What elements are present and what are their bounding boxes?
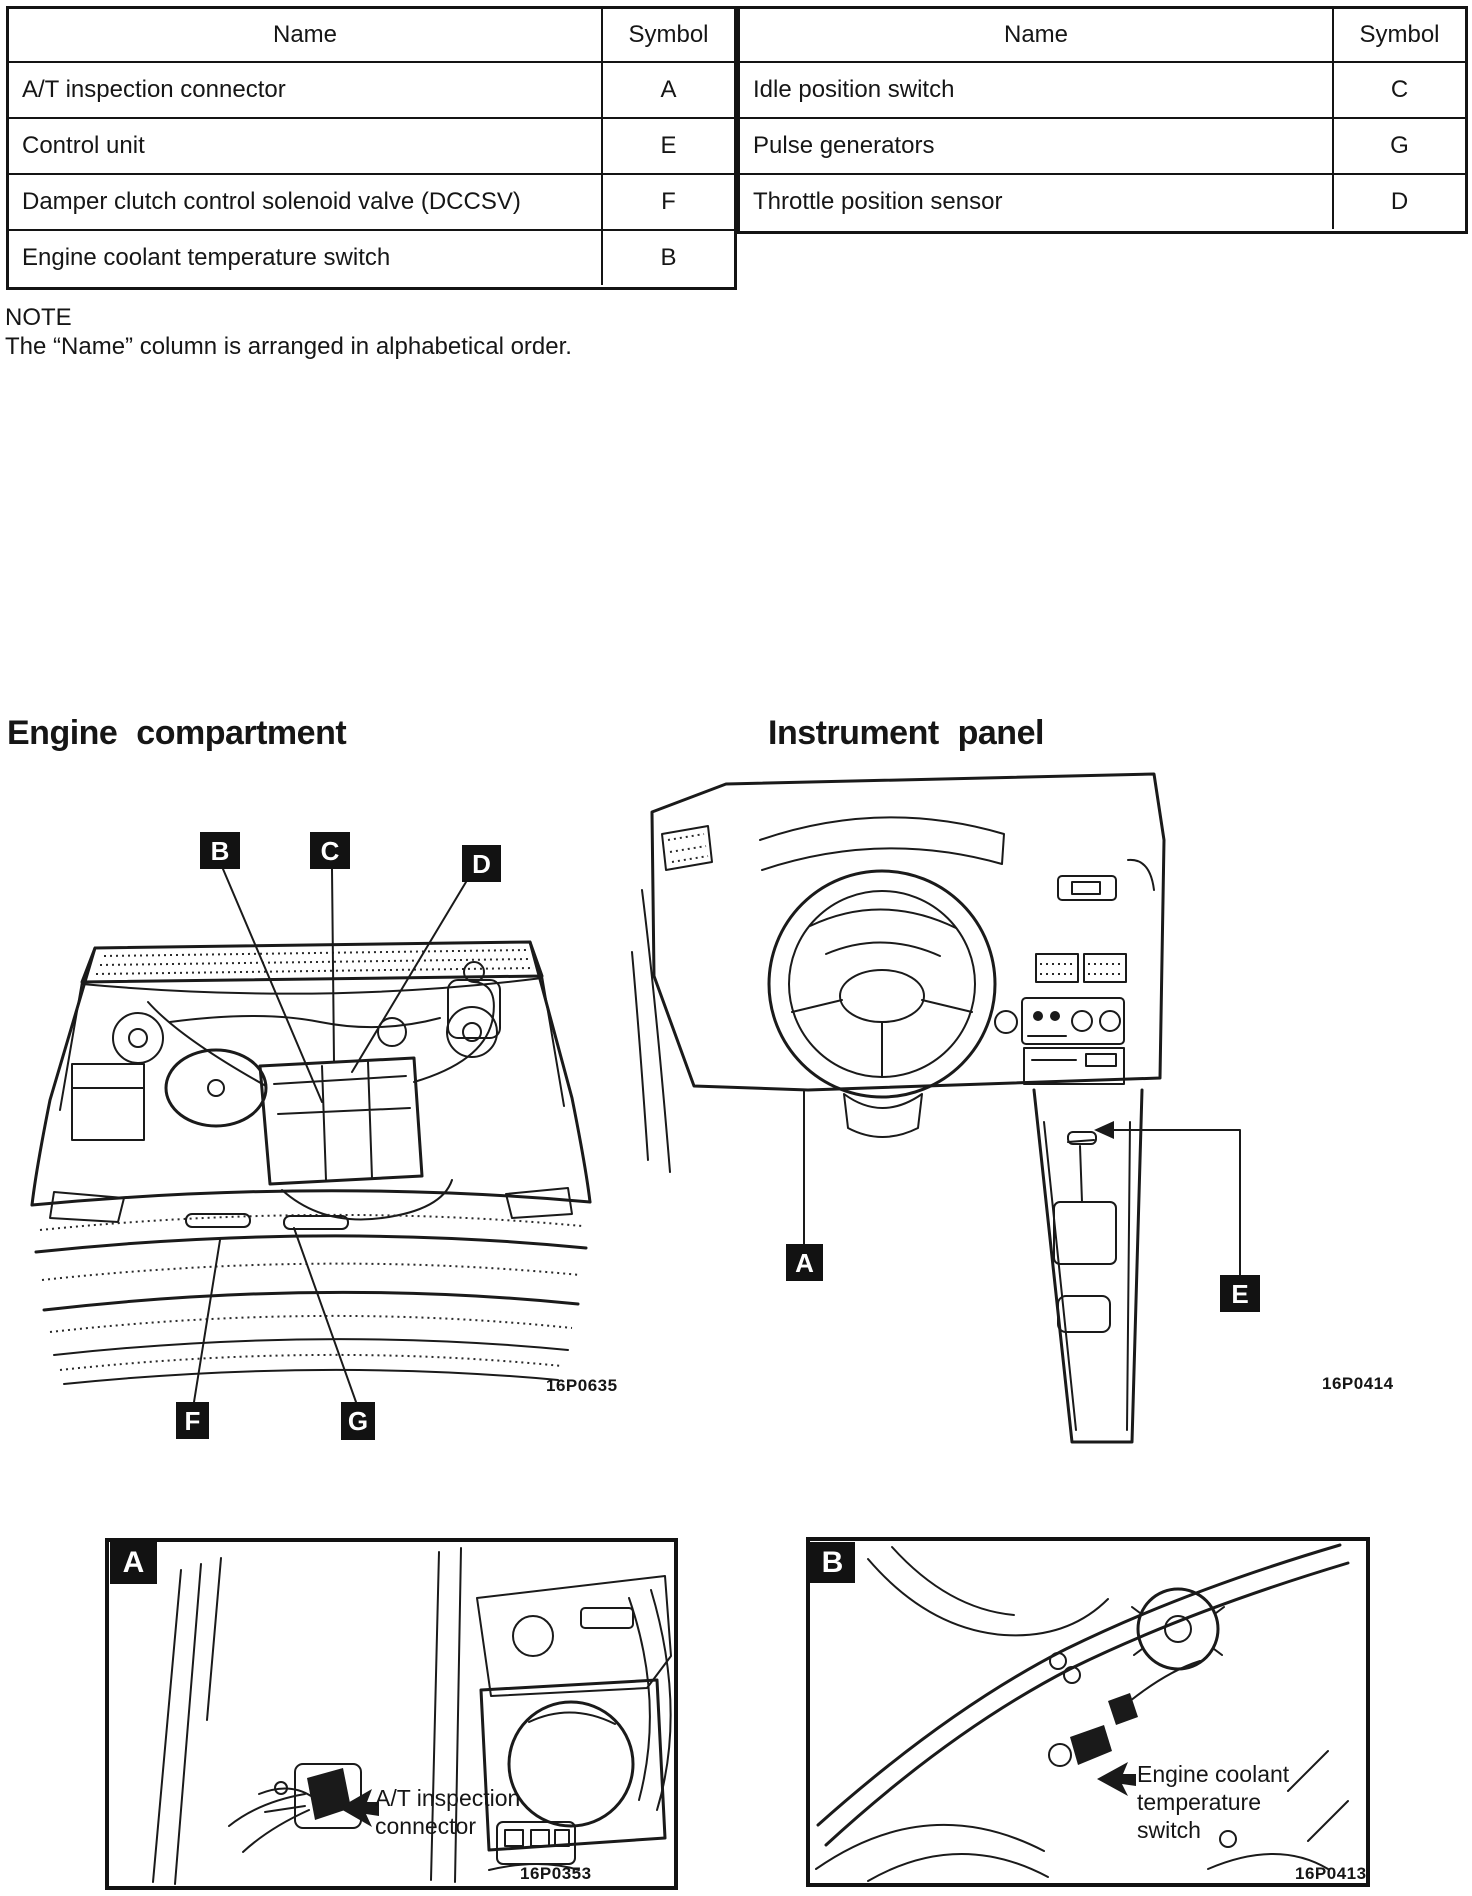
component-name: Engine coolant temperature switch bbox=[22, 244, 391, 271]
arrow-icon bbox=[1094, 1121, 1114, 1139]
arrow-icon bbox=[1097, 1762, 1136, 1796]
component-symbol: C bbox=[1332, 63, 1465, 117]
component-name: Throttle position sensor bbox=[753, 188, 1003, 215]
component-name: Damper clutch control solenoid valve (DCCSV) bbox=[22, 188, 521, 215]
component-symbol: D bbox=[1332, 175, 1465, 229]
table-row bbox=[740, 117, 1465, 173]
callout-a: A bbox=[786, 1244, 823, 1281]
instrument-panel-heading: Instrument panel bbox=[768, 714, 1044, 752]
column-header-symbol: Symbol bbox=[601, 9, 734, 61]
engine-compartment-drawing bbox=[20, 770, 620, 1450]
table-row bbox=[9, 173, 734, 229]
callout-c: C bbox=[310, 832, 350, 869]
callout-detail-b: B bbox=[810, 1542, 855, 1583]
component-name: Idle position switch bbox=[753, 76, 955, 103]
engine-compartment-heading: Engine compartment bbox=[7, 714, 347, 752]
column-header-name: Name bbox=[1003, 21, 1069, 48]
coolant-switch-caption: Engine coolant temperature switch bbox=[1137, 1761, 1290, 1843]
table-row bbox=[9, 117, 734, 173]
table-row bbox=[9, 61, 734, 117]
figure-code-detail-b: 16P0413 bbox=[1295, 1864, 1367, 1883]
leader-line-c bbox=[332, 869, 334, 1062]
component-name: A/T inspection connector bbox=[22, 76, 286, 103]
leader-line-f bbox=[194, 1240, 220, 1402]
at-connector-caption: A/T inspection connector bbox=[375, 1785, 521, 1839]
leader-line-b bbox=[223, 869, 322, 1102]
table-row bbox=[740, 61, 1465, 117]
table-row bbox=[9, 229, 734, 285]
table-header-row bbox=[740, 9, 1465, 61]
component-symbol: F bbox=[601, 175, 734, 229]
instrument-panel-drawing bbox=[630, 740, 1290, 1460]
component-symbol: B bbox=[601, 231, 734, 285]
figure-code-engine: 16P0635 bbox=[546, 1376, 618, 1395]
callout-d: D bbox=[462, 845, 501, 882]
note-body: The “Name” column is arranged in alphabetical order. bbox=[5, 333, 572, 360]
component-symbol: G bbox=[1332, 119, 1465, 173]
component-symbol: A bbox=[601, 63, 734, 117]
component-name: Pulse generators bbox=[753, 132, 935, 159]
table-row bbox=[740, 173, 1465, 229]
leader-line-g bbox=[294, 1228, 356, 1402]
callout-f: F bbox=[176, 1402, 209, 1439]
column-header-symbol: Symbol bbox=[1332, 9, 1465, 61]
note-block bbox=[5, 303, 572, 361]
column-header-name: Name bbox=[272, 21, 338, 48]
component-name: Control unit bbox=[22, 132, 145, 159]
callout-b: B bbox=[200, 832, 240, 869]
name-symbol-table-left bbox=[6, 6, 737, 290]
figure-code-detail-a: 16P0353 bbox=[520, 1864, 592, 1883]
name-symbol-table-right bbox=[737, 6, 1468, 234]
callout-detail-a: A bbox=[110, 1541, 157, 1584]
callout-e: E bbox=[1220, 1275, 1260, 1312]
leader-line-e bbox=[1112, 1130, 1240, 1275]
note-title: NOTE bbox=[5, 304, 72, 331]
table-header-row bbox=[9, 9, 734, 61]
figure-code-instrument: 16P0414 bbox=[1322, 1374, 1394, 1393]
callout-g: G bbox=[341, 1402, 375, 1440]
component-symbol: E bbox=[601, 119, 734, 173]
